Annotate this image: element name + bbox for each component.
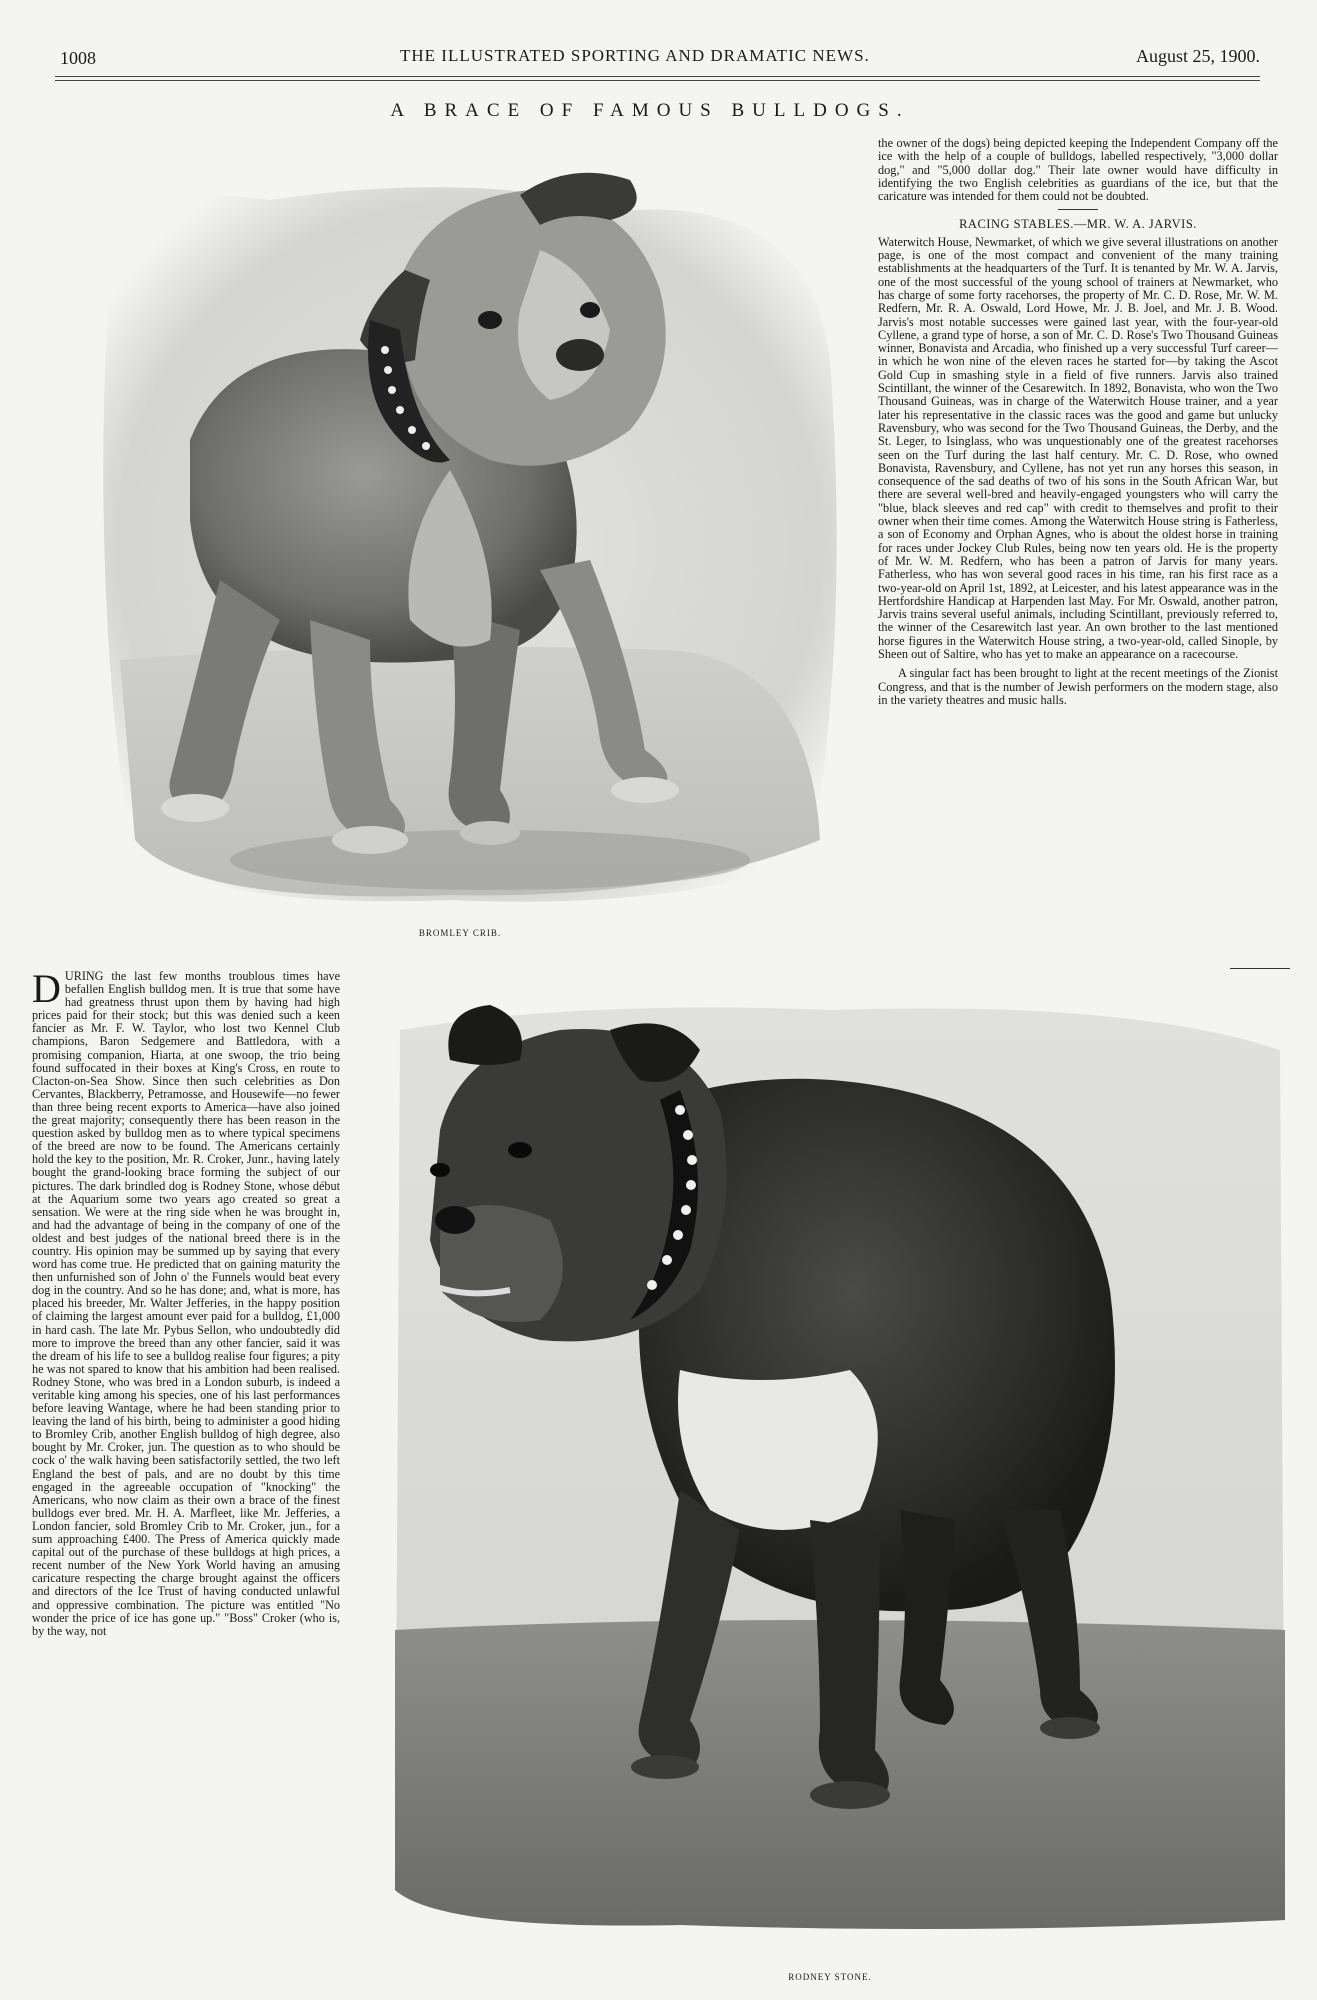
- right-column: [878, 137, 1278, 713]
- bulldog-illustration-top: [70, 140, 860, 920]
- section-body: Waterwitch House, Newmarket, of which we give several illustrations on another page, is one of the most compact and convenient of the many training establishments at the headquarters of the Turf. It is tenanted by Mr. W. A. Jarvis, one of the most successful of the young school of trainers at Newmarket, who has charge of some forty racehorses, the property of Mr. C. D. Rose, Mr. W. M. Redfern, Mr. R. A. Oswald, Lord Howe, Mr. J. B. Joel, and Mr. J. B. Wood. Jarvis's most notable successes were gained last year, with the four-year-old Cyllene, a grand type of horse, a son of Mr. C. D. Rose's Two Thousand Guineas winner, Bonavista and Arcadia, who finished up a very successful Turf career—in which he won nine of the eleven races he started for—by taking the Ascot Gold Cup in smashing style in a field of five runners. Jarvis also trained Scintillant, the winner of the Cesarewitch. In 1892, Bonavista, who won the Two Thousand Guineas, was in charge of the Waterwitch House trainer, and a year later his representative in the classic races was the good and game but unlucky Ravensbury, who was second for the Two Thousand Guineas, the Derby, and the St. Leger, to Isinglass, who was unquestionably one of the greatest racehorses seen on the Turf during the last half century. Mr. C. D. Rose, who owned Bonavista, Ravensbury, and Cyllene, has not yet run any horses this season, in consequence of the sad deaths of two of his sons in the South African War, but there are several well-bred and heavily-engaged youngsters who will carry the "blue, black sleeves and red cap" with credit to themselves and profit to their owner when their time comes. Among the Waterwitch House string is Fatherless, a son of Economy and Orphan Agnes, who is about the oldest horse in training for races under Jockey Club Rules, being now ten years old. He is the property of Mr. W. M. Redfern, who has been a patron of Jarvis for many years. Fatherless, who has won several good races in his time, ran his first race as a two-year-old on April 1st, 1892, at Leicester, and his latest appearance was in the Hertfordshire Handicap at Harpenden last May. For Mr. Oswald, another patron, Jarvis trains several useful animals, including Scintillant, previously referred to, the winner of the Cesarewitch last year. An own brother to the last mentioned horse figures in the Waterwitch House string, a two-year-old, called Sinople, by Sheen out of Saltire, who has yet to make an appearance on a racecourse.: [878, 234, 1278, 661]
- page-header: [60, 42, 1260, 72]
- header-rule: [55, 76, 1260, 77]
- page-number: 1008: [60, 48, 96, 68]
- article-title: A BRACE OF FAMOUS BULLDOGS.: [390, 100, 910, 121]
- issue-date: August 25, 1900.: [1135, 46, 1260, 66]
- publication-title: THE ILLUSTRATED SPORTING AND DRAMATIC NEWS.: [400, 46, 870, 65]
- left-column: [32, 966, 340, 1644]
- zionist-note: A singular fact has been brought to light at the recent meetings of the Zionist Congress, and that is the number of Jewish performers on the modern stage, also in the variety theatres and music halls.: [878, 666, 1278, 707]
- section-divider: [1058, 209, 1098, 210]
- caption-rodney-stone: RODNEY STONE.: [788, 1972, 872, 1982]
- rodney-stone-photo: [380, 990, 1290, 1940]
- bulldog-illustration-bottom: [380, 990, 1290, 1940]
- drop-cap: D: [32, 966, 61, 1011]
- bromley-crib-photo: [70, 140, 860, 920]
- left-column-text: URING the last few months troublous times have befallen English bulldog men. It is true that some have had greatness thrust upon them by having had high prices paid for their stock; but this was denied such a keen fancier as Mr. F. W. Taylor, who lost two Kennel Club champions, Baron Sedgemere and Battledora, with a promising companion, Hiarta, at one swoop, the trio being found suffocated in their boxes at King's Cross, en route to Clacton-on-Sea Show. Since then such celebrities as Don Cervantes, Blackberry, Petramosse, and Housewife—no fewer than three being recent exports to America—have also joined the great majority; consequently there has been reason in the question asked by bulldog men as to where typical specimens of the breed are now to be found. The Americans certainly hold the key to the position, Mr. R. Croker, Junr., having lately bought the grand-looking brace forming the subject of our pictures. The dark brindled dog is Rodney Stone, whose début at the Aquarium some two years ago created so great a sensation. We were at the ring side when he was brought in, and had the advantage of being in the company of one of the oldest and best judges of the national breed there is in the country. His opinion may be summed up by saying that every word has come true. He predicted that on gaining maturity the then unfurnished son of John o' the Funnels would beat every dog in the country. And so he has done; and, what is more, has placed his breeder, Mr. Walter Jefferies, in the happy position of claiming the largest amount ever paid for a bulldog, £1,000 in hard cash. The late Mr. Pybus Sellon, who undoubtedly did more to improve the breed than any other fancier, said it was the dream of his life to see a bulldog realise four figures; a pity he was not spared to know that his ambition had been realised. Rodney Stone, who was bred in a London suburb, is indeed a veritable king among his species, one of his last performances before leaving Wantage, where he had been standing prior to leaving the land of his birth, being to administer a good hiding to Bromley Crib, another English bulldog of high degree, also bought by Mr. Croker, jun. The question as to who should be cock o' the walk having been satisfactorily settled, the two left England the best of pals, and are no doubt by this time engaged in the agreeable occupation of "knocking" the Americans, who now claim as their own a brace of the finest bulldogs ever bred. Mr. H. A. Marfleet, like Mr. Jefferies, a London fancier, sold Bromley Crib to Mr. Croker, jun., for a sum approaching £400. The Press of America quickly made capital out of the purchase of these bulldogs at high prices, a recent number of the New York World having an amusing caricature respecting the charge brought against the officers and directors of the Ice Trust of having conducted unlawful and oppressive combination. The picture was entitled "No wonder the price of ice has gone up." "Boss" Croker (who is, by the way, not: [32, 969, 340, 1638]
- right-column-intro: the owner of the dogs) being depicted keeping the Independent Company off the ice with the help of a couple of bulldogs, labelled respectively, "3,000 dollar dog," and "5,000 dollar dog." Their late owner would have difficulty in identifying the two English celebrities as guardians of the ice, but that the caricature was intended for them could not be doubted.: [878, 136, 1278, 204]
- section-heading: RACING STABLES.—MR. W. A. JARVIS.: [959, 217, 1197, 232]
- header-rule-2: [55, 80, 1260, 81]
- column-end-rule: [1230, 968, 1290, 969]
- caption-bromley-crib: BROMLEY CRIB.: [418, 928, 502, 938]
- left-column-body: [32, 966, 340, 1638]
